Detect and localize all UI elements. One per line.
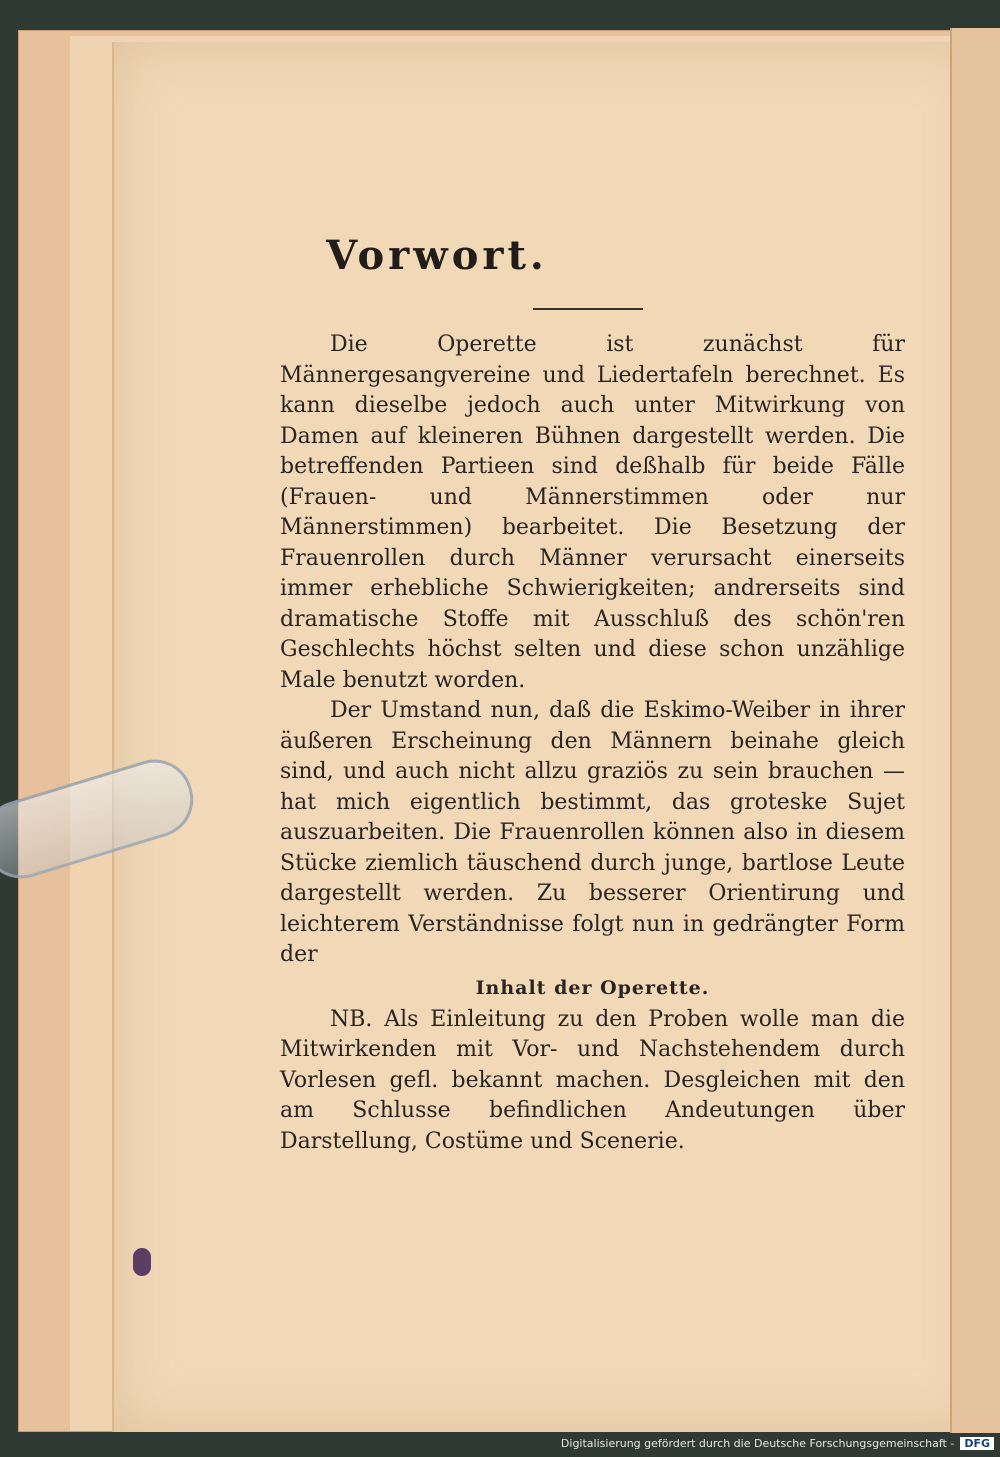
paragraph-2 bbox=[280, 696, 905, 971]
right-page-edge bbox=[950, 28, 1000, 1433]
paragraph-1 bbox=[280, 330, 905, 696]
paragraph-2-text: Der Umstand nun, daß die Eskimo-Weiber in ihrer äußeren Erscheinung den Männern beinahe gleich sind, und auch nicht allzu graziös zu sein brauchen — hat mich eigentlich bestimmt, das groteske Sujet auszuarbeiten. Die Frauenrollen können also in diesem Stücke ziemlich täuschend durch junge, bartlose Leute dargestellt werden. Zu besserer Orientirung und leichterem Verständnisse folgt nun in gedrängter Form der bbox=[280, 698, 905, 967]
footer-text: Digitalisierung gefördert durch die Deutsche Forschungsgemeinschaft - bbox=[560, 1436, 955, 1450]
dfg-logo: DFG bbox=[960, 1437, 994, 1450]
ink-stain bbox=[133, 1248, 151, 1276]
background-top bbox=[0, 0, 1000, 30]
note-text: NB. Als Einleitung zu den Proben wolle man die Mitwirkenden mit Vor- und Nachstehendem durch Vorlesen gefl. bekannt machen. Desgleichen mit den am Schlusse befindlichen Andeutungen über Darstellung, Costüme und Scenerie. bbox=[280, 1006, 905, 1154]
footer-credit bbox=[561, 1435, 994, 1451]
section-heading: Inhalt der Operette. bbox=[475, 976, 710, 999]
title-divider bbox=[533, 308, 643, 310]
paragraph-1-text: Die Operette ist zunächst für Männergesangvereine und Liedertafeln berechnet. Es kann dieselbe jedoch auch unter Mitwirkung von Damen auf kleineren Bühnen dargestellt werden. Die betreffenden Partieen sind deßhalb für beide Fälle (Frauen- und Männerstimmen oder nur Männerstimmen) bearbeitet. Die Besetzung der Frauenrollen durch Männer verursacht einerseits immer erhebliche Schwierigkeiten; andrerseits sind dramatische Stoffe mit Ausschluß des schön'ren Geschlechts höchst selten und diese schon unzählige Male benutzt worden. bbox=[280, 332, 905, 693]
note-paragraph bbox=[280, 1005, 905, 1158]
page-title: Vorwort. bbox=[326, 232, 548, 279]
body-text bbox=[280, 330, 905, 1157]
